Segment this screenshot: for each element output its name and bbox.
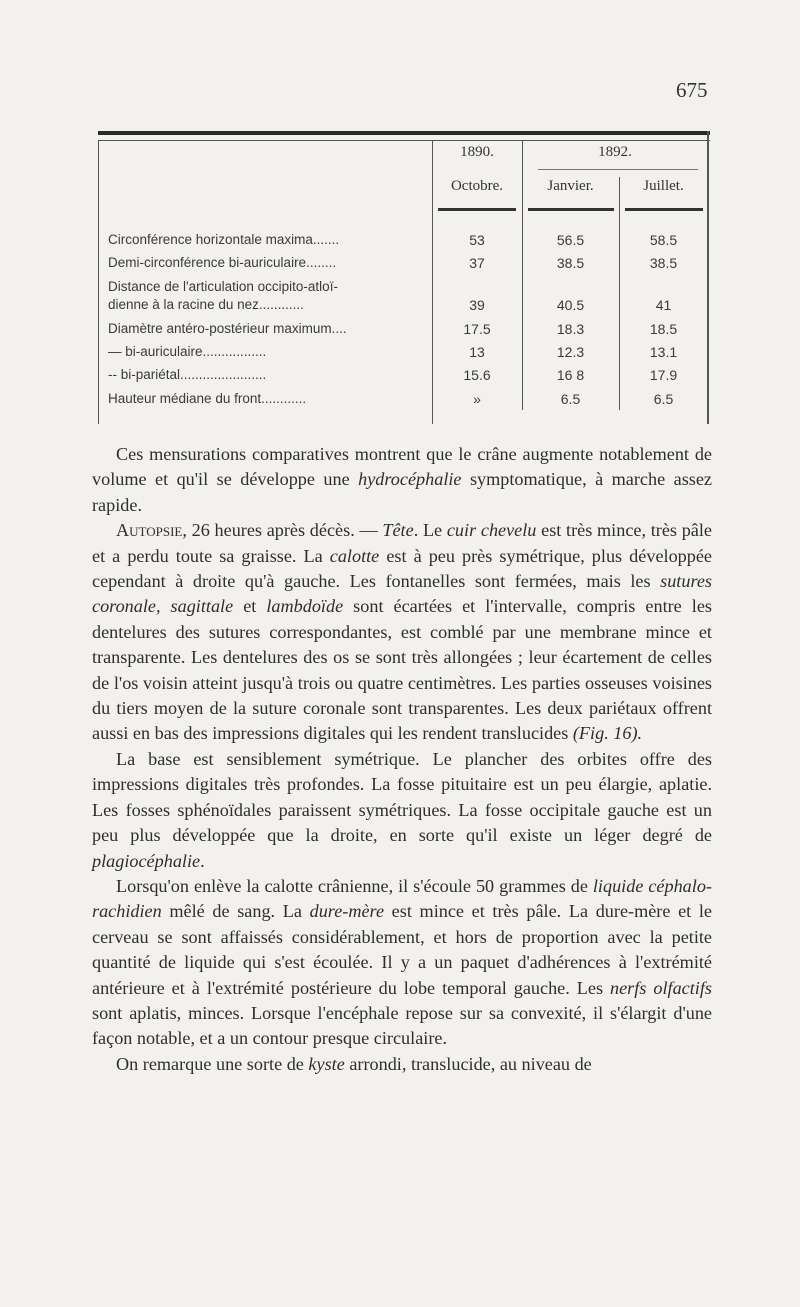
- cell-value: 41: [655, 297, 672, 313]
- row-label: — bi-auriculaire.................: [108, 344, 267, 359]
- row-label: Diamètre antéro-postérieur maximum....: [108, 321, 347, 336]
- cell-value: 53: [469, 232, 485, 248]
- cell-value: 40.5: [556, 297, 585, 313]
- measurements-table: [98, 131, 710, 424]
- cell-value: 38.5: [556, 255, 585, 271]
- cell-value: 39: [469, 297, 485, 313]
- header-rule-janvier: [528, 208, 614, 211]
- paragraph: On remarque une sorte de kyste arrondi, translucide, au niveau de: [116, 1053, 592, 1074]
- header-1890: 1890.: [460, 144, 494, 160]
- cell-value: 17.9: [649, 367, 678, 383]
- header-rule-juillet: [625, 208, 703, 211]
- cell-value: 13: [469, 344, 485, 360]
- cell-value: 18.5: [649, 321, 678, 337]
- cell-value: 12.3: [556, 344, 585, 360]
- row-label: Demi-circonférence bi-auriculaire........: [108, 255, 337, 270]
- header-janvier: Janvier.: [547, 178, 594, 194]
- cell-value: 38.5: [649, 255, 678, 271]
- body-text: [92, 442, 712, 1077]
- paragraph: La base est sensiblement symétrique. Le plancher des orbites offre des impressions digitales très profondes. La fosse pituitaire est un peu élargie, aplatie. Les fosses sphénoïdales paraissent symétriques. La fosse occipitale gauche est un peu plus développée que la droite, en sorte qu'il existe un léger degré de plagiocéphalie.: [92, 748, 712, 871]
- header-1892: 1892.: [598, 144, 632, 160]
- row-label-continued: dienne à la racine du nez............: [108, 297, 304, 312]
- table-left-border: [98, 140, 99, 424]
- cell-value: 18.3: [556, 321, 585, 337]
- cell-value: 17.5: [463, 321, 491, 337]
- cell-value: 16 8: [556, 367, 585, 383]
- cell-value: 6.5: [653, 391, 674, 407]
- cell-value: »: [473, 391, 481, 407]
- header-rule-octobre: [438, 208, 516, 211]
- page-number: 675: [676, 78, 708, 102]
- cell-value: 37: [469, 255, 485, 271]
- paragraph: Autopsie, 26 heures après décès. — Tête. Le cuir chevelu est très mince, très pâle et a perdu toute sa graisse. La calotte est à peu près symétrique, plus développée cependant à droite qu'à gauche. Les fontanelles sont fermées, mais les sutures coronale, sagittale et lambdoïde sont écartées et l'intervalle, compris entre les dentelures des sutures correspondantes, est comblé par une membrane mince et transparente. Les dentelures des os se sont très allongées ; leur écartement de celles de l'os voisin atteint jusqu'à trois ou quatre centimètres. Les parties osseuses voisines du tiers moyen de la suture coronale sont transparentes. Les deux pariétaux offrent aussi en bas des impressions digitales qui les rendent translucides (Fig. 16).: [92, 520, 712, 744]
- cell-value: 56.5: [556, 232, 585, 248]
- header-juillet: Juillet.: [643, 178, 684, 194]
- header-1892-rule: [538, 169, 698, 170]
- paragraph: Ces mensurations comparatives montrent que le crâne augmente notablement de volume et qu'il se développe une hydrocéphalie symptomatique, à marche assez rapide.: [92, 444, 712, 515]
- paragraph: Lorsqu'on enlève la calotte crânienne, il s'écoule 50 grammes de liquide céphalo-rachidien mêlé de sang. La dure-mère est mince et très pâle. La dure-mère et le cerveau se sont affaissés considérablement, et hors de proportion avec la petite quantité de liquide qui s'est écoulée. Il y a un paquet d'adhérences à l'extrémité antérieure et à l'extrémité postérieure du lobe temporal gauche. Les nerfs olfactifs sont aplatis, minces. Lorsque l'encéphale repose sur sa convexité, il s'élargit d'une façon notable, et a un contour presque circulaire.: [92, 875, 712, 1049]
- table-top-rule: [98, 131, 710, 135]
- cell-value: 13.1: [649, 344, 678, 360]
- row-label: Distance de l'articulation occipito-atloï-: [108, 279, 338, 294]
- cell-value: 6.5: [560, 391, 581, 407]
- row-label: -- bi-pariétal.......................: [108, 367, 267, 382]
- cell-value: 15.6: [463, 367, 491, 383]
- row-label: Hauteur médiane du front............: [108, 391, 307, 406]
- cell-value: 58.5: [649, 232, 678, 248]
- header-octobre: Octobre.: [450, 178, 504, 194]
- table-top-rule-thin: [98, 140, 710, 141]
- row-label: Circonférence horizontale maxima.......: [108, 232, 340, 247]
